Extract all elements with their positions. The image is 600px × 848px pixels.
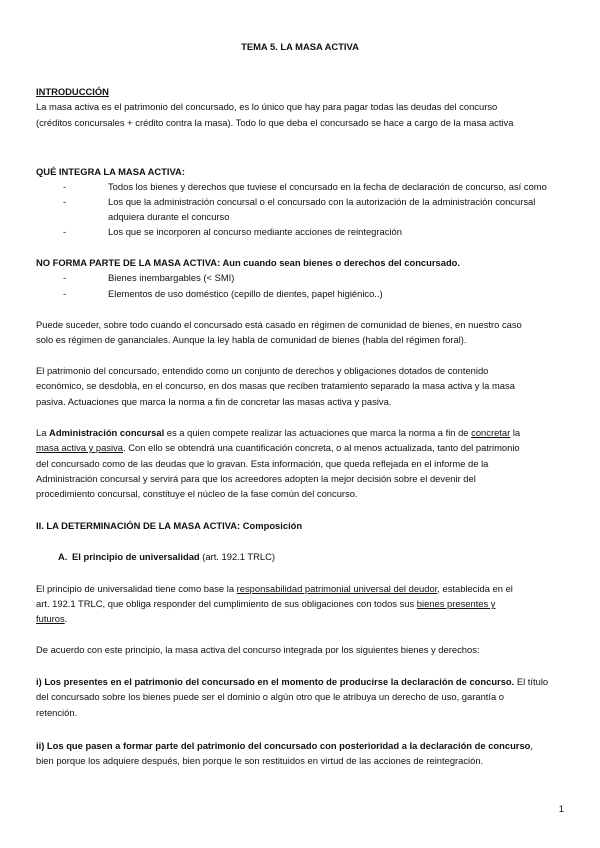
integra-heading: QUÉ INTEGRA LA MASA ACTIVA: — [36, 166, 185, 177]
bold-term: Administración concursal — [49, 427, 165, 438]
paragraph-line: bien porque los adquiere después, bien porque le son restituidos en virtud de las acciones de reintegración. — [36, 755, 484, 766]
paragraph-line: Administración concursal y servirá para que los acreedores adopten la mejor decisión sobre el devenir del — [36, 473, 476, 484]
bullet-dash: - — [63, 196, 67, 207]
paragraph-line: ii) Los que pasen a formar parte del patrimonio del concursado con posterioridad a la declaración de concurso, — [36, 740, 533, 751]
document-page: TEMA 5. LA MASA ACTIVA INTRODUCCIÓN La masa activa es el patrimonio del concursado, es lo único que hay para pagar todas las deudas del concurso (créditos concursales + crédito contra la masa). Todo lo que deba el concursado se hace a cargo de la masa activa QUÉ INTEGRA LA MASA ACTIVA: - Todos los bienes y derechos que tuviese el concursado en la fecha de declaración de concurso, así como - Los que la administración concursal o el concursado con la autorización de la administración concursal adquiera durante el concurso - Los que se incorporen al concurso mediante acciones de reintegración NO FORMA PARTE DE LA MASA ACTIVA: Aun cuando sean bienes o derechos del concursado. - Bienes inembargables (< SMI) - Elementos de uso doméstico (cepillo de dientes, papel higiénico..) Puede suceder, sobre todo cuando el concursado está casado en régimen de comunidad de bienes, en nuestro caso solo es régimen de gananciales. Aunque la ley habla de comunidad de bienes (habla del régimen foral). El patrimonio del concursado, entendido como un conjunto de derechos y obligaciones dotados de contenido económico, se desdobla, en el concurso, en dos masas que reciben tratamiento separado la masa activa y la masa pasiva. Actuaciones que marca la norma a fin de concretar las masas activa y pasiva. La Administración concursal es a quien compete realizar las actuaciones que marca la norma a fin de concretar la masa activa y pasiva. Con ello se obtendrá una cuantificación concreta, o al menos actualizada, tanto del patrimonio del concursado como de las deudas que lo gravan. Esta información, que queda reflejada en el informe de la Administración concursal y servirá para que los acreedores adopten la mejor decisión sobre el devenir del procedimiento concursal, constituye el núcleo de la fase común del concurso. II. LA DETERMINACIÓN DE LA MASA ACTIVA: Composición A. El principio de universalidad (art. 192.1 TRLC) El principio de universalidad tiene como base la responsabilidad patrimonial universal del deudor, establecida en el art. 192.1 TRLC, que obliga responder del cumplimiento de sus obligaciones con todos sus bienes presentes y futuros. De acuerdo con este principio, la masa activa del concurso integrada por los siguientes bienes y derechos: i) Los presentes en el patrimonio del concursado en el momento de producirse la declaración de concurso. El título del concursado sobre los bienes puede ser el dominio o algún otro que le atribuya un derecho de uso, garantía o retención. ii) Los que pasen a formar parte del patrimonio del concursado con posterioridad a la declaración de concurso, bien porque los adquiere después, bien porque le son restituidos en virtud de las acciones de reintegración. 1 — [0, 0, 600, 848]
paragraph-line: pasiva. Actuaciones que marca la norma a fin de concretar las masas activa y pasiva. — [36, 396, 392, 407]
paragraph-line: art. 192.1 TRLC, que obliga responder del cumplimiento de sus obligaciones con todos sus bienes presentes y — [36, 598, 496, 609]
paragraph-line: del concursado sobre los bienes puede ser el dominio o algún otro que le atribuya un derecho de uso, garantía o — [36, 691, 505, 702]
intro-heading: INTRODUCCIÓN — [36, 86, 109, 97]
paragraph-line: Puede suceder, sobre todo cuando el concursado está casado en régimen de comunidad de bienes, en nuestro caso — [36, 319, 522, 330]
page-title: TEMA 5. LA MASA ACTIVA — [241, 41, 359, 52]
underlined-term: masa activa y pasiva — [36, 442, 124, 453]
bullet-dash: - — [63, 272, 67, 283]
paragraph-line: económico, se desdobla, en el concurso, en dos masas que reciben tratamiento separado la masa activa y la masa — [36, 380, 515, 391]
underlined-term: responsabilidad patrimonial universal del deudor — [236, 583, 438, 594]
paragraph-line: El patrimonio del concursado, entendido como un conjunto de derechos y obligaciones dotados de contenido — [36, 365, 489, 376]
subsection-letter: A. — [58, 551, 68, 562]
paragraph-line: i) Los presentes en el patrimonio del concursado en el momento de producirse la declaración de concurso. El título — [36, 676, 549, 687]
intro-line: La masa activa es el patrimonio del concursado, es lo único que hay para pagar todas las deudas del concurso — [36, 101, 498, 112]
bullet-dash: - — [63, 181, 67, 192]
paragraph-line: masa activa y pasiva. Con ello se obtendrá una cuantificación concreta, o al menos actualizada, tanto del patrimonio — [36, 442, 520, 453]
paragraph-line: futuros. — [36, 613, 68, 624]
paragraph-line: retención. — [36, 707, 78, 718]
page-number: 1 — [558, 803, 564, 814]
paragraph-line: El principio de universalidad tiene como base la responsabilidad patrimonial universal del deudor, establecida en el — [36, 583, 513, 594]
bullet-dash: - — [63, 288, 67, 299]
intro-line: (créditos concursales + crédito contra la masa). Todo lo que deba el concursado se hace a cargo de la masa activa — [36, 117, 514, 128]
section-heading: II. LA DETERMINACIÓN DE LA MASA ACTIVA: Composición — [36, 520, 303, 531]
no-forma-heading: NO FORMA PARTE DE LA MASA ACTIVA: Aun cuando sean bienes o derechos del concursado. — [36, 257, 460, 268]
paragraph-line: solo es régimen de gananciales. Aunque la ley habla de comunidad de bienes (habla del régimen foral). — [36, 334, 467, 345]
bullet-dash: - — [63, 226, 67, 237]
underlined-term: bienes presentes y — [416, 598, 496, 609]
underlined-term: concretar — [471, 427, 511, 438]
underlined-term: futuros — [36, 613, 65, 624]
paragraph-line: De acuerdo con este principio, la masa activa del concurso integrada por los siguientes bienes y derechos: — [36, 644, 480, 655]
paragraph-line: La Administración concursal es a quien compete realizar las actuaciones que marca la norma a fin de concretar la — [36, 427, 521, 438]
paragraph-line: procedimiento concursal, constituye el núcleo de la fase común del concurso. — [36, 488, 358, 499]
paragraph-line: del concursado como de las deudas que lo gravan. Esta información, que queda reflejada en el informe de la — [36, 458, 489, 469]
